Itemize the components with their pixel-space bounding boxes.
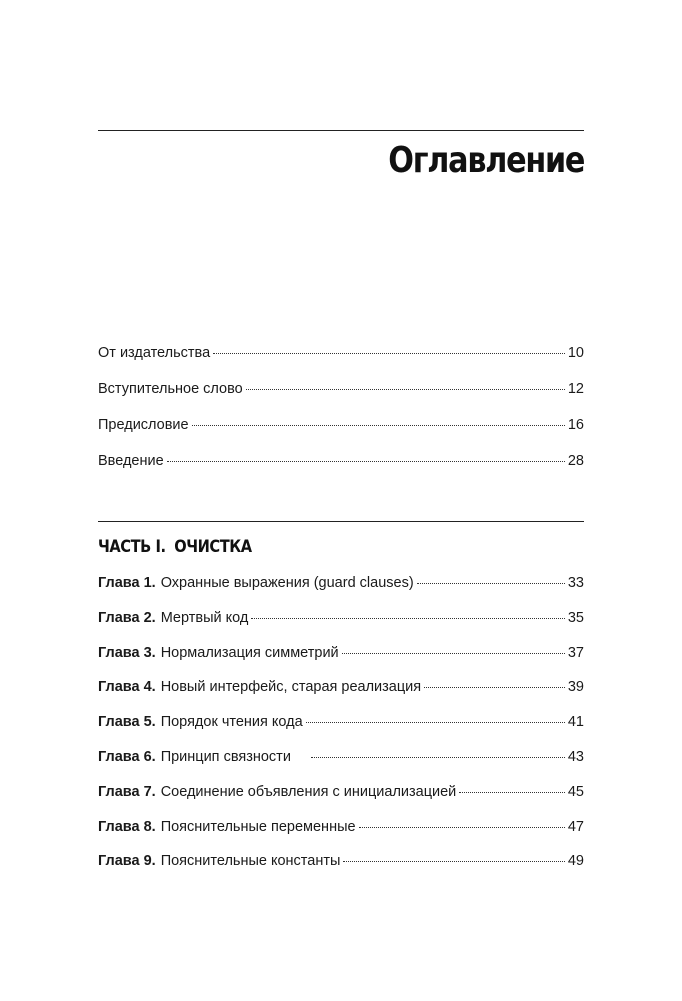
chapter-number: Глава 7. bbox=[98, 783, 156, 800]
chapter-page: 47 bbox=[567, 818, 584, 835]
toc-entry-preface bbox=[98, 417, 584, 453]
chapter-list bbox=[98, 575, 584, 888]
chapter-title: Новый интерфейс, старая реализация bbox=[160, 679, 422, 696]
chapter-number: Глава 2. bbox=[98, 609, 156, 626]
chapter-page: 41 bbox=[567, 714, 584, 731]
part-heading bbox=[98, 537, 252, 557]
page-title: Оглавление bbox=[388, 140, 584, 181]
chapter-title: Охранные выражения (guard clauses) bbox=[160, 575, 414, 591]
toc-entry-publisher bbox=[98, 345, 584, 381]
part-title: ОЧИСТКА bbox=[174, 537, 252, 557]
toc-entry-label: От издательства bbox=[98, 345, 211, 361]
toc-chapter-9 bbox=[98, 853, 584, 888]
part-divider bbox=[98, 521, 584, 522]
chapter-title: Нормализация симметрий bbox=[160, 644, 339, 661]
dot-leader bbox=[167, 461, 565, 462]
chapter-title: Соединение объявления с инициализацией bbox=[160, 783, 457, 800]
toc-entry-label: Введение bbox=[98, 453, 164, 469]
chapter-title: Порядок чтения кода bbox=[160, 714, 303, 731]
chapter-number: Глава 4. bbox=[98, 679, 156, 696]
dot-leader bbox=[343, 861, 564, 862]
chapter-number: Глава 1. bbox=[98, 575, 156, 591]
toc-chapter-5 bbox=[98, 714, 584, 749]
toc-entry-page: 10 bbox=[567, 345, 584, 361]
toc-chapter-8 bbox=[98, 819, 584, 854]
toc-entry-page: 12 bbox=[567, 381, 584, 397]
chapter-page: 49 bbox=[567, 853, 584, 870]
chapter-page: 39 bbox=[567, 679, 584, 696]
dot-leader bbox=[213, 353, 565, 354]
chapter-number: Глава 5. bbox=[98, 714, 156, 731]
toc-chapter-3 bbox=[98, 645, 584, 680]
chapter-page: 45 bbox=[567, 783, 584, 800]
chapter-title: Мертвый код bbox=[160, 609, 249, 626]
toc-entry-label: Предисловие bbox=[98, 417, 189, 433]
toc-chapter-1 bbox=[98, 575, 584, 610]
part-number: ЧАСТЬ I. bbox=[98, 537, 166, 557]
toc-entry-label: Вступительное слово bbox=[98, 381, 243, 397]
dot-leader bbox=[417, 583, 565, 584]
toc-entry-introduction bbox=[98, 453, 584, 489]
toc-chapter-4 bbox=[98, 679, 584, 714]
dot-leader bbox=[192, 425, 565, 426]
dot-leader bbox=[246, 389, 565, 390]
toc-chapter-6 bbox=[98, 749, 584, 784]
chapter-page: 35 bbox=[567, 609, 584, 626]
dot-leader bbox=[306, 722, 565, 723]
dot-leader bbox=[311, 757, 565, 758]
chapter-title: Принцип связности bbox=[160, 748, 291, 765]
chapter-page: 37 bbox=[567, 644, 584, 661]
chapter-page: 33 bbox=[567, 575, 584, 591]
chapter-number: Глава 3. bbox=[98, 644, 156, 661]
chapter-page: 43 bbox=[567, 748, 584, 765]
top-divider bbox=[98, 130, 584, 131]
chapter-number: Глава 6. bbox=[98, 748, 156, 765]
toc-chapter-7 bbox=[98, 784, 584, 819]
dot-leader bbox=[424, 687, 565, 688]
toc-entry-foreword bbox=[98, 381, 584, 417]
dot-leader bbox=[342, 653, 565, 654]
chapter-number: Глава 9. bbox=[98, 853, 156, 870]
chapter-number: Глава 8. bbox=[98, 818, 156, 835]
dot-leader bbox=[251, 618, 565, 619]
front-matter-list bbox=[98, 345, 584, 489]
chapter-title: Пояснительные переменные bbox=[160, 818, 356, 835]
dot-leader bbox=[359, 827, 565, 828]
toc-entry-page: 16 bbox=[567, 417, 584, 433]
toc-entry-page: 28 bbox=[567, 453, 584, 469]
dot-leader bbox=[459, 792, 565, 793]
toc-chapter-2 bbox=[98, 610, 584, 645]
chapter-title: Пояснительные константы bbox=[160, 853, 341, 870]
